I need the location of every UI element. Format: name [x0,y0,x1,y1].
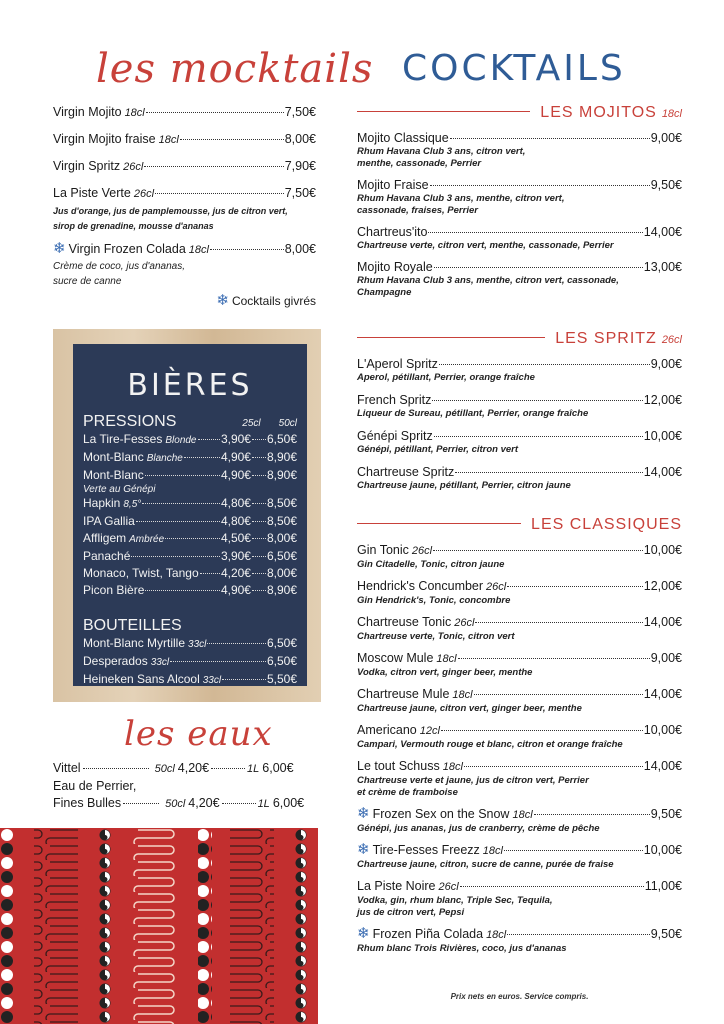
textile-pattern-icon [0,828,318,1024]
menu-item: Mojito Classique 9,00€ Rhum Havana Club 3 ans, citron vert, menthe, cassonade, Perrier [357,131,682,169]
menu-item: Gin Tonic 26cl 10,00€ Gin Citadelle, Tonic, citron jaune [357,543,682,570]
bouteilles-heading: BOUTEILLES [83,617,182,634]
section-heading-spritz: LES SPRITZ 26cl [357,330,682,348]
beer-item: Mont-Blanc Myrtille 33cl 6,50€ [83,636,297,650]
beer-item: La Tire-Fesses Blonde 3,90€ 6,50€ [83,432,297,446]
mocktails-title: les mocktails [96,46,374,92]
item-description: Chartreuse jaune, citron, sucre de canne, purée de fraise [357,859,614,870]
item-description: Rhum Havana Club 3 ans, menthe, citron vert, cassonade, [357,275,619,286]
menu-item: Le tout Schuss 18cl 14,00€ Chartreuse verte et jaune, jus de citron vert, Perrier et crème de framboise [357,759,682,798]
eaux-title: les eaux [124,714,273,754]
menu-item: Chartreus'ito 14,00€ Chartreuse verte, citron vert, menthe, cassonade, Perrier [357,225,682,251]
item-description: Jus d'orange, jus de pamplemousse, jus de citron vert, [53,206,288,216]
menu-item: French Spritz 12,00€ Liqueur de Sureau, pétillant, Perrier, orange fraîche [357,393,682,419]
beer-title: BIÈRES [127,368,253,403]
item-description: sirop de grenadine, mousse d'ananas [53,221,214,231]
item-description: Chartreuse jaune, citron vert, ginger beer, menthe [357,703,582,714]
snowflake-icon: ❄ [357,925,370,942]
beer-item: IPA Gallia 4,80€ 8,50€ [83,514,297,528]
item-description: Chartreuse verte, citron vert, menthe, cassonade, Perrier [357,240,614,251]
item-description: Gin Hendrick's, Tonic, concombre [357,595,511,606]
item-description: Chartreuse verte et jaune, jus de citron vert, Perrier [357,775,589,786]
item-description: cassonade, fraises, Perrier [357,205,478,216]
menu-item: Mojito Royale 13,00€ Rhum Havana Club 3 ans, menthe, citron vert, cassonade, Champagne [357,260,682,298]
mojitos-list [357,130,682,306]
item-description: Vodka, citron vert, ginger beer, menthe [357,667,533,678]
menu-item: Americano 12cl 10,00€ Campari, Vermouth rouge et blanc, citron et orange fraîche [357,723,682,750]
menu-item: Génépi Spritz 10,00€ Génépi, pétillant, Perrier, citron vert [357,429,682,455]
menu-item: ❄ Frozen Piña Colada 18cl 9,50€ Rhum blanc Trois Rivières, coco, jus d'ananas [357,925,682,954]
menu-item: Hendrick's Concumber 26cl 12,00€ Gin Hendrick's, Tonic, concombre [357,579,682,606]
beer-board-frame [53,329,321,702]
menu-item: Virgin Spritz 26cl 7,90€ [53,159,316,173]
section-heading-classiques: LES CLASSIQUES [357,516,682,534]
item-description: Champagne [357,287,412,298]
item-description: Rhum Havana Club 3 ans, citron vert, [357,146,526,157]
frozen-legend: ❄ Cocktails givrés [216,292,316,309]
item-description: et crème de framboise [357,787,458,798]
beer-item: Heineken Sans Alcool 33cl 5,50€ [83,672,297,686]
eaux-list: Vittel 50cl 4,20€ 1L 6,00€ Eau de Perrier, Fines Bulles 50cl 4,20€ 1L 6,00€ [53,760,316,813]
item-description: Campari, Vermouth rouge et blanc, citron et orange fraîche [357,739,623,750]
menu-item: Vittel 50cl 4,20€ 1L 6,00€ [53,761,294,775]
beer-item: Affligem Ambrée 4,50€ 8,00€ [83,531,297,545]
beer-item: Desperados 33cl 6,50€ [83,654,297,668]
snowflake-icon: ❄ [53,240,66,257]
menu-item: Chartreuse Tonic 26cl 14,00€ Chartreuse verte, Tonic, citron vert [357,615,682,642]
bouteilles-list [83,635,297,689]
menu-item: ❄ Frozen Sex on the Snow 18cl 9,50€ Génépi, jus ananas, jus de cranberry, crème de pêche [357,805,682,834]
snowflake-icon: ❄ [357,805,370,822]
item-description: Liqueur de Sureau, pétillant, Perrier, orange fraîche [357,408,589,419]
menu-item: Chartreuse Mule 18cl 14,00€ Chartreuse jaune, citron vert, ginger beer, menthe [357,687,682,714]
item-description: Vodka, gin, rhum blanc, Triple Sec, Tequila, [357,895,553,906]
beer-item: Monaco, Twist, Tango 4,20€ 8,00€ [83,566,297,580]
classiques-list [357,542,682,962]
menu-item: La Piste Verte 26cl 7,50€ Jus d'orange, jus de pamplemousse, jus de citron vert, sirop de grenadine, mousse d'ananas [53,186,316,231]
item-description: Rhum blanc Trois Rivières, coco, jus d'ananas [357,943,567,954]
pressions-list [83,431,297,599]
menu-item: Virgin Mojito 18cl 7,50€ [53,105,316,119]
pressions-heading: PRESSIONS 25cl 50cl [83,413,297,430]
item-description: Crème de coco, jus d'ananas, [53,261,185,272]
menu-item: ❄ Virgin Frozen Colada 18cl 8,00€ Crème de coco, jus d'ananas, sucre de canne [53,240,316,287]
beer-item: Mont-Blanc Blanche 4,90€ 8,90€ [83,450,297,464]
beer-board [73,344,307,686]
menu-item: Moscow Mule 18cl 9,00€ Vodka, citron vert, ginger beer, menthe [357,651,682,678]
beer-item: Panaché 3,90€ 6,50€ [83,549,297,563]
item-description: Chartreuse verte, Tonic, citron vert [357,631,515,642]
footer-note: Prix nets en euros. Service compris. [450,992,589,1001]
menu-item: Mojito Fraise 9,50€ Rhum Havana Club 3 ans, menthe, citron vert, cassonade, fraises, Perrier [357,178,682,216]
item-description: Génépi, pétillant, Perrier, citron vert [357,444,519,455]
item-description: Rhum Havana Club 3 ans, menthe, citron vert, [357,193,565,204]
beer-note: Verte au Génépi [83,484,156,495]
section-heading-mojitos: LES MOJITOS 18cl [357,104,682,122]
menu-item: L'Aperol Spritz 9,00€ Aperol, pétillant, Perrier, orange fraîche [357,357,682,383]
item-description: sucre de canne [53,276,122,287]
beer-item: Mont-Blanc 4,90€ 8,90€ [83,468,297,482]
item-description: menthe, cassonade, Perrier [357,158,482,169]
menu-item: La Piste Noire 26cl 11,00€ Vodka, gin, rhum blanc, Triple Sec, Tequila, jus de citron vert, Pepsi [357,879,682,918]
menu-item: Virgin Mojito fraise 18cl 8,00€ [53,132,316,146]
beer-item: Hapkin 8,5° 4,80€ 8,50€ [83,496,297,510]
menu-item: Chartreuse Spritz 14,00€ Chartreuse jaune, pétillant, Perrier, citron jaune [357,465,682,491]
beer-item: Picon Bière 4,90€ 8,90€ [83,583,297,597]
item-description: jus de citron vert, Pepsi [357,907,465,918]
cocktails-title: COCKTAILS [402,48,626,89]
item-description: Chartreuse jaune, pétillant, Perrier, citron jaune [357,480,571,491]
spritz-list [357,356,682,500]
menu-item: ❄ Tire-Fesses Freezz 18cl 10,00€ Chartreuse jaune, citron, sucre de canne, purée de fraise [357,841,682,870]
menu-item: Fines Bulles 50cl 4,20€ 1L 6,00€ [53,796,305,810]
item-description: Aperol, pétillant, Perrier, orange fraîche [357,372,535,383]
item-description: Génépi, jus ananas, jus de cranberry, crème de pêche [357,823,600,834]
decorative-pattern [0,828,318,1024]
item-description: Gin Citadelle, Tonic, citron jaune [357,559,505,570]
snowflake-icon: ❄ [357,841,370,858]
snowflake-icon: ❄ [216,292,229,309]
mocktails-list [53,104,316,308]
